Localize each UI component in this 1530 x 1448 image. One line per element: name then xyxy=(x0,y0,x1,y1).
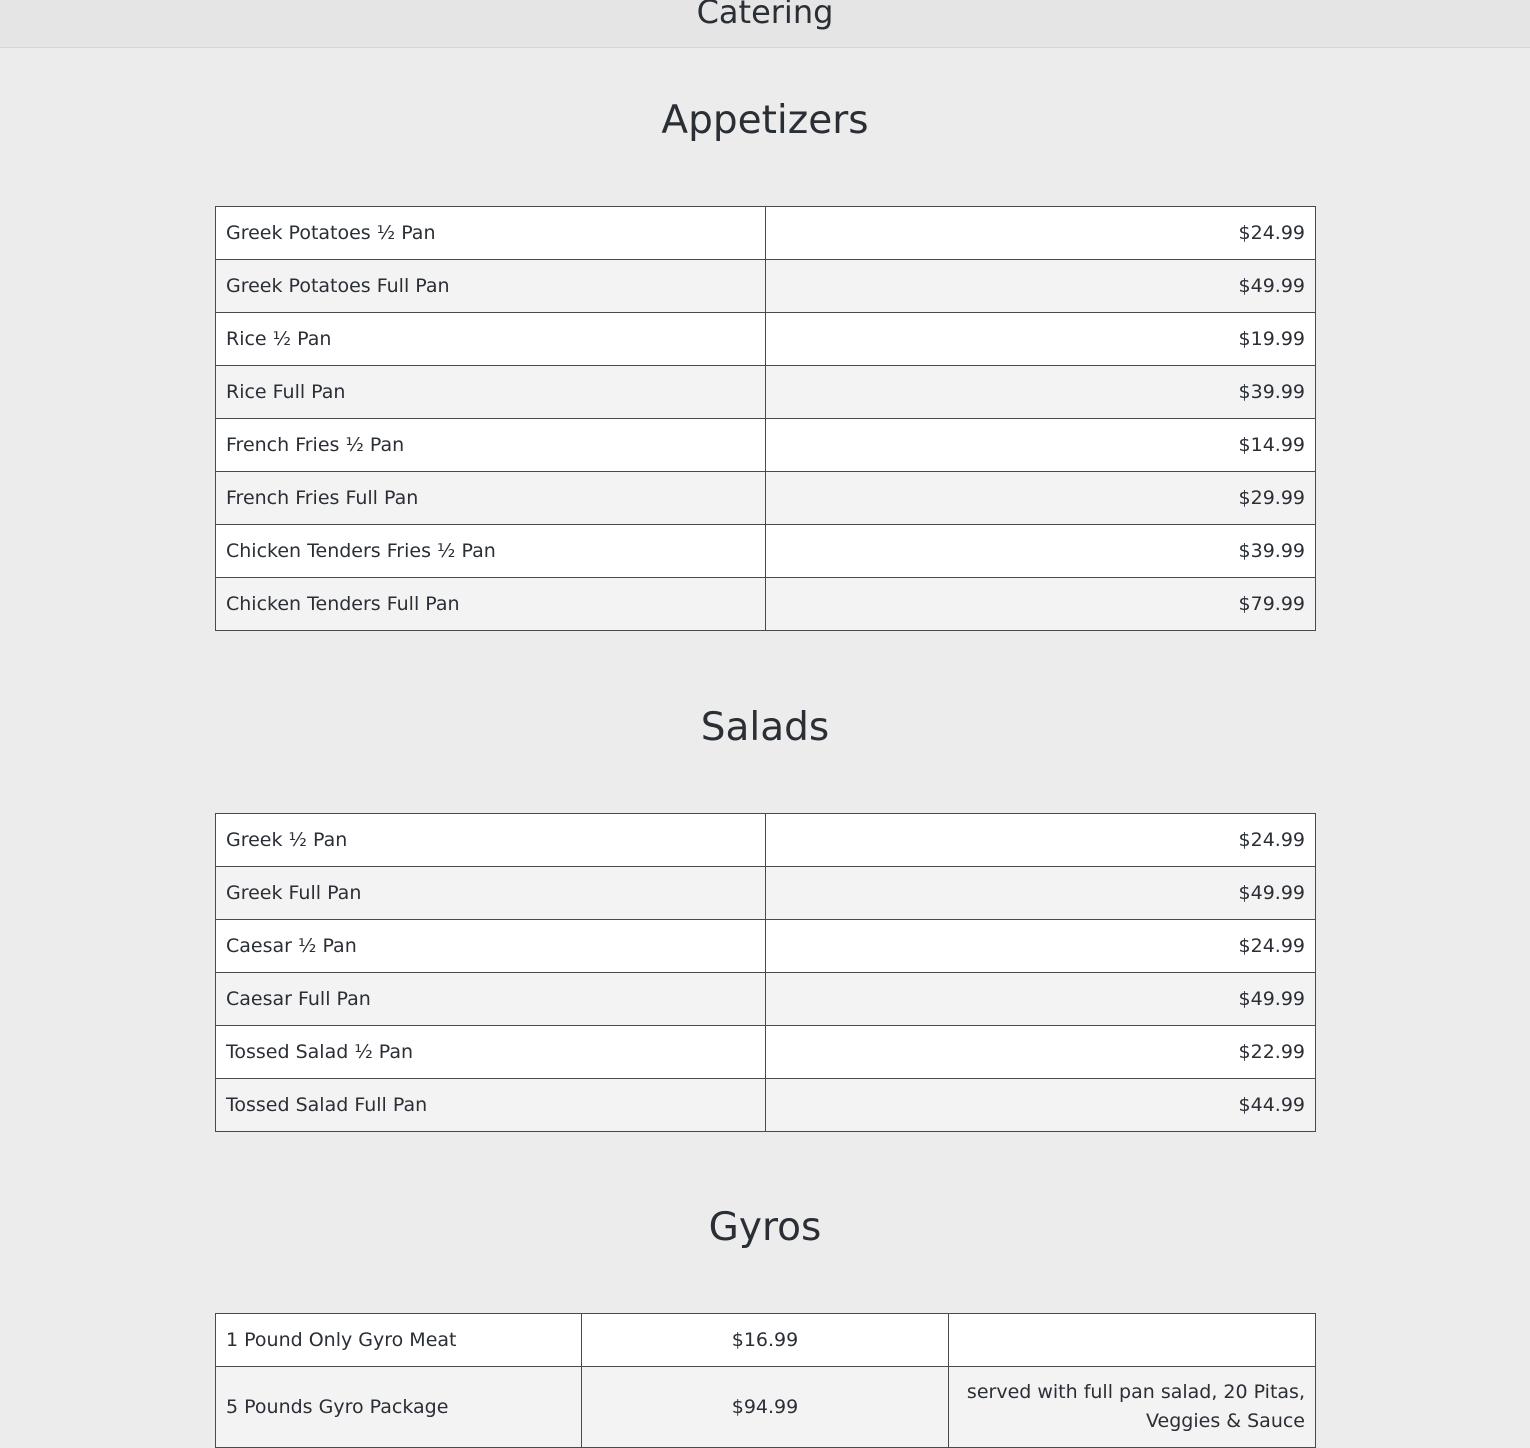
item-price: $79.99 xyxy=(766,578,1316,631)
table-row xyxy=(216,1026,1316,1079)
table-row xyxy=(216,1367,1316,1448)
item-price: $14.99 xyxy=(766,419,1316,472)
item-name: Greek Potatoes Full Pan xyxy=(216,260,766,313)
item-name: Greek Potatoes ½ Pan xyxy=(216,207,766,260)
item-name: Caesar Full Pan xyxy=(216,973,766,1026)
table-row xyxy=(216,366,1316,419)
table-row xyxy=(216,1314,1316,1367)
table-row xyxy=(216,867,1316,920)
table-row xyxy=(216,260,1316,313)
page-title: Catering xyxy=(696,0,834,31)
item-name: 1 Pound Only Gyro Meat xyxy=(216,1314,582,1367)
item-name: French Fries ½ Pan xyxy=(216,419,766,472)
item-name: Tossed Salad Full Pan xyxy=(216,1079,766,1132)
item-name: Chicken Tenders Fries ½ Pan xyxy=(216,525,766,578)
section-heading-appetizers: Appetizers xyxy=(661,98,869,143)
table-row xyxy=(216,472,1316,525)
table-row xyxy=(216,920,1316,973)
item-price: $49.99 xyxy=(766,260,1316,313)
table-row xyxy=(216,419,1316,472)
item-price: $39.99 xyxy=(766,366,1316,419)
table-row xyxy=(216,1079,1316,1132)
item-price: $94.99 xyxy=(582,1367,949,1448)
item-price: $29.99 xyxy=(766,472,1316,525)
table-row xyxy=(216,525,1316,578)
item-name: Rice ½ Pan xyxy=(216,313,766,366)
item-note: served with full pan salad, 20 Pitas, Veggies & Sauce xyxy=(949,1367,1316,1448)
item-price: $49.99 xyxy=(766,867,1316,920)
item-price: $22.99 xyxy=(766,1026,1316,1079)
gyros-table xyxy=(215,1313,1316,1448)
item-price: $39.99 xyxy=(766,525,1316,578)
salads-table xyxy=(215,813,1316,1132)
item-price: $24.99 xyxy=(766,920,1316,973)
item-note xyxy=(949,1314,1316,1367)
item-name: Rice Full Pan xyxy=(216,366,766,419)
table-row xyxy=(216,313,1316,366)
appetizers-table xyxy=(215,206,1316,631)
item-name: Greek ½ Pan xyxy=(216,814,766,867)
item-name: French Fries Full Pan xyxy=(216,472,766,525)
item-name: Chicken Tenders Full Pan xyxy=(216,578,766,631)
table-row xyxy=(216,973,1316,1026)
item-price: $19.99 xyxy=(766,313,1316,366)
item-name: 5 Pounds Gyro Package xyxy=(216,1367,582,1448)
item-name: Tossed Salad ½ Pan xyxy=(216,1026,766,1079)
section-heading-salads: Salads xyxy=(700,705,830,750)
table-row xyxy=(216,814,1316,867)
item-name: Caesar ½ Pan xyxy=(216,920,766,973)
item-price: $24.99 xyxy=(766,207,1316,260)
top-bar xyxy=(0,0,1530,48)
item-price: $24.99 xyxy=(766,814,1316,867)
table-row xyxy=(216,578,1316,631)
section-heading-gyros: Gyros xyxy=(708,1205,822,1250)
item-name: Greek Full Pan xyxy=(216,867,766,920)
item-price: $49.99 xyxy=(766,973,1316,1026)
item-price: $44.99 xyxy=(766,1079,1316,1132)
table-row xyxy=(216,207,1316,260)
item-price: $16.99 xyxy=(582,1314,949,1367)
